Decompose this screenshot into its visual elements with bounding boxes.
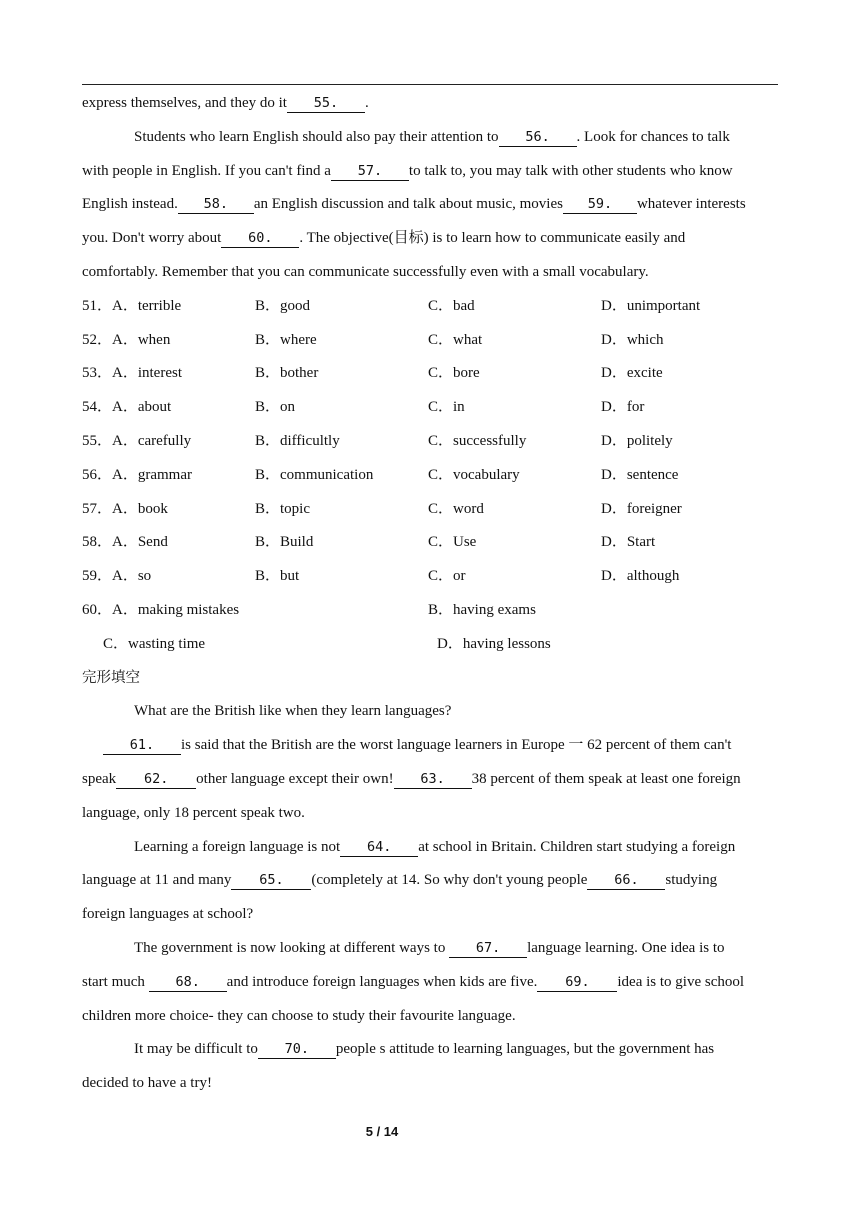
passage-line: [82, 898, 782, 932]
answer-blank[interactable]: 58.: [178, 195, 254, 214]
option-row: [82, 391, 782, 425]
option-d[interactable]: D．sentence: [601, 466, 679, 483]
passage-line: [82, 729, 782, 763]
text: people s attitude to learning languages, but the government has: [335, 1041, 715, 1058]
option-c[interactable]: C．successfully: [428, 432, 527, 449]
text: express themselves, and they do it: [82, 95, 287, 111]
option-row: [82, 290, 782, 324]
text: language, only 18 percent speak two.: [82, 804, 305, 821]
passage-line: [82, 797, 782, 831]
option-a[interactable]: 54．A．about: [82, 399, 172, 416]
passage-line: [82, 864, 782, 898]
answer-blank[interactable]: 60.: [221, 229, 299, 248]
answer-blank[interactable]: 68.: [149, 973, 227, 992]
answer-blank[interactable]: 59.: [563, 195, 637, 214]
text: What are the British like when they learn languages?: [134, 703, 452, 720]
option-b[interactable]: B．good: [255, 297, 311, 314]
passage-line: [82, 87, 782, 121]
passage-line: [82, 155, 782, 189]
text: It may be difficult to: [134, 1041, 258, 1058]
option-a[interactable]: 56．A．grammar: [82, 466, 192, 483]
option-b[interactable]: B．but: [255, 568, 300, 585]
option-b[interactable]: B．having exams: [428, 601, 536, 618]
answer-blank[interactable]: 64.: [340, 838, 418, 857]
option-row: [82, 357, 782, 391]
option-d[interactable]: D．having lessons: [437, 635, 551, 652]
text: start much: [82, 973, 149, 990]
answer-blank[interactable]: 62.: [116, 770, 196, 789]
passage-line: [82, 121, 782, 155]
text: whatever interests: [636, 196, 746, 213]
option-a[interactable]: 53．A．interest: [82, 365, 182, 382]
option-c[interactable]: C．bad: [428, 297, 475, 314]
answer-blank[interactable]: 61.: [103, 736, 181, 755]
option-a[interactable]: 55．A．carefully: [82, 432, 192, 449]
option-row: [82, 459, 782, 493]
option-c[interactable]: C．word: [428, 500, 484, 517]
answer-blank[interactable]: 66.: [587, 871, 665, 890]
option-row: [82, 324, 782, 358]
option-b[interactable]: B．on: [255, 399, 296, 416]
page-content: [82, 87, 782, 1101]
passage-line: [82, 1067, 782, 1101]
option-row: [82, 493, 782, 527]
option-c[interactable]: C．Use: [428, 534, 477, 551]
option-row: [82, 425, 782, 459]
option-b[interactable]: B．difficultly: [255, 432, 340, 449]
option-b[interactable]: B．Build: [255, 534, 314, 551]
option-d[interactable]: D．although: [601, 568, 680, 585]
option-a[interactable]: 59．A．so: [82, 568, 152, 585]
text: studying: [665, 872, 718, 889]
option-a[interactable]: 60．A．making mistakes: [82, 601, 240, 618]
passage-line: [82, 256, 782, 290]
passage-line: [82, 763, 782, 797]
text: Learning a foreign language is not: [134, 838, 341, 855]
option-c[interactable]: C．vocabulary: [428, 466, 520, 483]
header-rule: [82, 84, 778, 85]
text: .: [364, 95, 369, 111]
option-d[interactable]: D．politely: [601, 432, 673, 449]
text: you. Don't worry about: [82, 230, 222, 247]
page-number: 5 / 14: [365, 1124, 399, 1139]
option-d[interactable]: D．excite: [601, 365, 663, 382]
text: with people in English. If you can't find a: [82, 162, 331, 179]
answer-blank[interactable]: 67.: [449, 939, 527, 958]
passage-line: [82, 1033, 782, 1067]
answer-blank[interactable]: 65.: [231, 871, 311, 890]
text: is said that the British are the worst language learners in Europe 一 62 percent of them can't: [181, 737, 732, 754]
option-row: [82, 628, 782, 662]
text: . The objective(目标) is to learn how to communicate easily and: [299, 230, 686, 247]
text: comfortably. Remember that you can communicate successfully even with a small vocabulary.: [82, 263, 649, 280]
option-d[interactable]: D．for: [601, 399, 645, 416]
text: and introduce foreign languages when kids are five.: [226, 973, 538, 990]
answer-blank[interactable]: 56.: [499, 128, 577, 147]
option-d[interactable]: D．foreigner: [601, 500, 682, 517]
passage-line: [82, 831, 782, 865]
text: . Look for chances to talk: [576, 128, 730, 145]
text: (completely at 14. So why don't young people: [311, 872, 588, 889]
option-a[interactable]: 52．A．when: [82, 331, 171, 348]
text: at school in Britain. Children start studying a foreign: [418, 838, 736, 855]
option-c[interactable]: C．in: [428, 399, 465, 416]
option-c[interactable]: C．or: [428, 568, 466, 585]
text: foreign languages at school?: [82, 906, 254, 923]
text: to talk to, you may talk with other students who know: [408, 162, 733, 179]
text: 38 percent of them speak at least one foreign: [471, 770, 741, 787]
text: other language except their own!: [196, 770, 394, 787]
option-d[interactable]: D．Start: [601, 534, 656, 551]
text: an English discussion and talk about music, movies: [253, 196, 563, 213]
text: speak: [82, 770, 117, 787]
option-b[interactable]: B．communication: [255, 466, 374, 483]
passage-line: [82, 932, 782, 966]
option-b[interactable]: B．bother: [255, 365, 319, 382]
text: The government is now looking at different ways to: [134, 939, 450, 956]
option-a[interactable]: 58．A．Send: [82, 534, 168, 551]
passage-line: [82, 188, 782, 222]
option-a[interactable]: 51．A．terrible: [82, 297, 182, 314]
answer-blank[interactable]: 70.: [258, 1040, 336, 1059]
answer-blank[interactable]: 57.: [331, 162, 409, 181]
passage-line: [82, 966, 782, 1000]
section-title: 完形填空: [82, 669, 140, 686]
text: language at 11 and many: [82, 872, 232, 889]
option-row: [82, 594, 782, 628]
option-a[interactable]: 57．A．book: [82, 500, 168, 517]
text: children more choice- they can choose to study their favourite language.: [82, 1007, 516, 1024]
option-row: [82, 560, 782, 594]
option-b[interactable]: B．topic: [255, 500, 310, 517]
option-c[interactable]: C．what: [428, 331, 483, 348]
passage-line: [82, 222, 782, 256]
option-row: [82, 526, 782, 560]
option-d[interactable]: D．which: [601, 331, 664, 348]
text: decided to have a try!: [82, 1075, 212, 1092]
answer-blank[interactable]: 63.: [394, 770, 472, 789]
answer-blank[interactable]: 69.: [537, 973, 617, 992]
option-c[interactable]: C．wasting time: [103, 635, 206, 652]
passage-line: [82, 695, 782, 729]
option-c[interactable]: C．bore: [428, 365, 480, 382]
text: idea is to give school: [617, 973, 745, 990]
text: language learning. One idea is to: [527, 939, 725, 956]
text: English instead.: [82, 196, 178, 213]
text: Students who learn English should also pay their attention to: [134, 128, 499, 145]
option-b[interactable]: B．where: [255, 331, 317, 348]
answer-blank[interactable]: 55.: [287, 94, 365, 113]
passage-line: [82, 1000, 782, 1034]
option-d[interactable]: D．unimportant: [601, 297, 701, 314]
